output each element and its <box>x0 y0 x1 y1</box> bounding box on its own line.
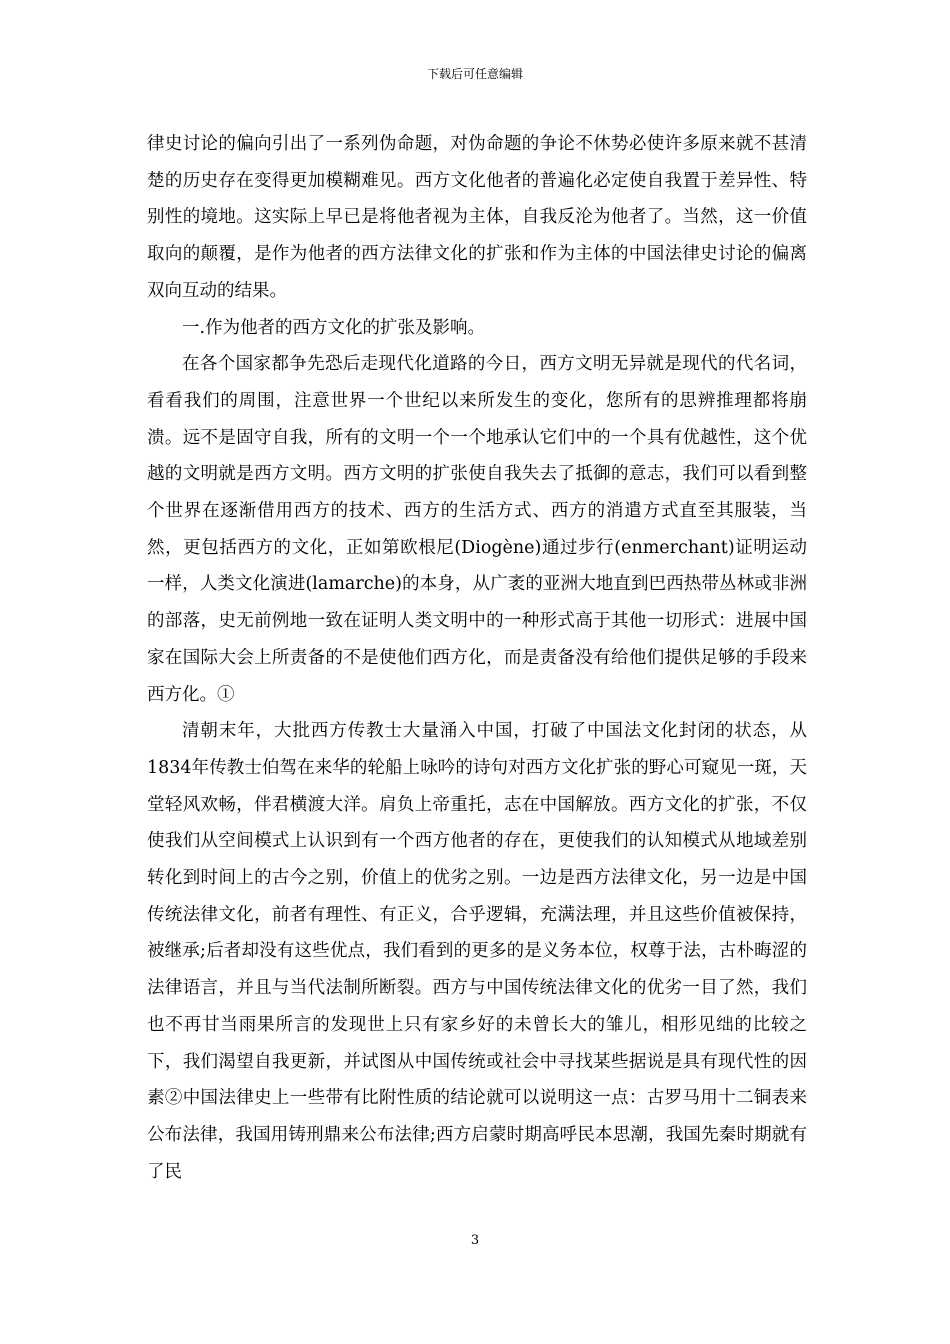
body-paragraph: 清朝末年，大批西方传教士大量涌入中国，打破了中国法文化封闭的状态，从1834年传教士伯驾在来华的轮船上咏吟的诗句对西方文化扩张的野心可窥见一斑，天堂轻风欢畅，伴君横渡大洋。肩负上帝重托，志在中国解放。西方文化的扩张，不仅使我们从空间模式上认识到有一个西方他者的存在，更使我们的认知模式从地域差别转化到时间上的古今之别，价值上的优劣之别。一边是西方法律文化，另一边是中国传统法律文化，前者有理性、有正义，合乎逻辑，充满法理，并且这些价值被保持，被继承;后者却没有这些优点，我们看到的更多的是义务本位，权尊于法，古朴晦涩的法律语言，并且与当代法制所断裂。西方与中国传统法律文化的优劣一目了然，我们也不再甘当雨果所言的发现世上只有家乡好的未曾长大的雏儿，相形见绌的比较之下，我们渴望自我更新，并试图从中国传统或社会中寻找某些据说是具有现代性的因素②中国法律史上一些带有比附性质的结论就可以说明这一点：古罗马用十二铜表来公布法律，我国用铸刑鼎来公布法律;西方启蒙时期高呼民本思潮，我国先秦时期就有了民 <box>147 721 807 1182</box>
body-paragraph: 在各个国家都争先恐后走现代化道路的今日，西方文明无异就是现代的代名词，看看我们的周围，注意世界一个世纪以来所发生的变化，您所有的思辨推理都将崩溃。远不是固守自我，所有的文明一个一个地承认它们中的一个具有优越性，这个优越的文明就是西方文明。西方文明的扩张使自我失去了抵御的意志，我们可以看到整个世界在逐渐借用西方的技术、西方的生活方式、西方的消遣方式直至其服装，当然，更包括西方的文化，正如第欧根尼(Diogène)通过步行(enmerchant)证明运动一样，人类文化演进(lamarche)的本身，从广袤的亚洲大地直到巴西热带丛林或非洲的部落，史无前例地一致在证明人类文明中的一种形式高于其他一切形式：进展中国家在国际大会上所责备的不是使他们西方化，而是责备没有给他们提供足够的手段来西方化。① <box>147 354 807 705</box>
section-heading: 一.作为他者的西方文化的扩张及影响。 <box>182 317 486 338</box>
page-number: 3 <box>470 1233 480 1248</box>
document-body <box>147 126 807 1190</box>
body-paragraph: 律史讨论的偏向引出了一系列伪命题，对伪命题的争论不休势必使许多原来就不甚清楚的历史存在变得更加模糊难见。西方文化他者的普遍化必定使自我置于差异性、特别性的境地。这实际上早已是将他者视为主体，自我反沦为他者了。当然，这一价值取向的颠覆，是作为他者的西方法律文化的扩张和作为主体的中国法律史讨论的偏离双向互动的结果。 <box>147 134 807 301</box>
page-header: 下载后可任意编辑 <box>426 67 523 81</box>
